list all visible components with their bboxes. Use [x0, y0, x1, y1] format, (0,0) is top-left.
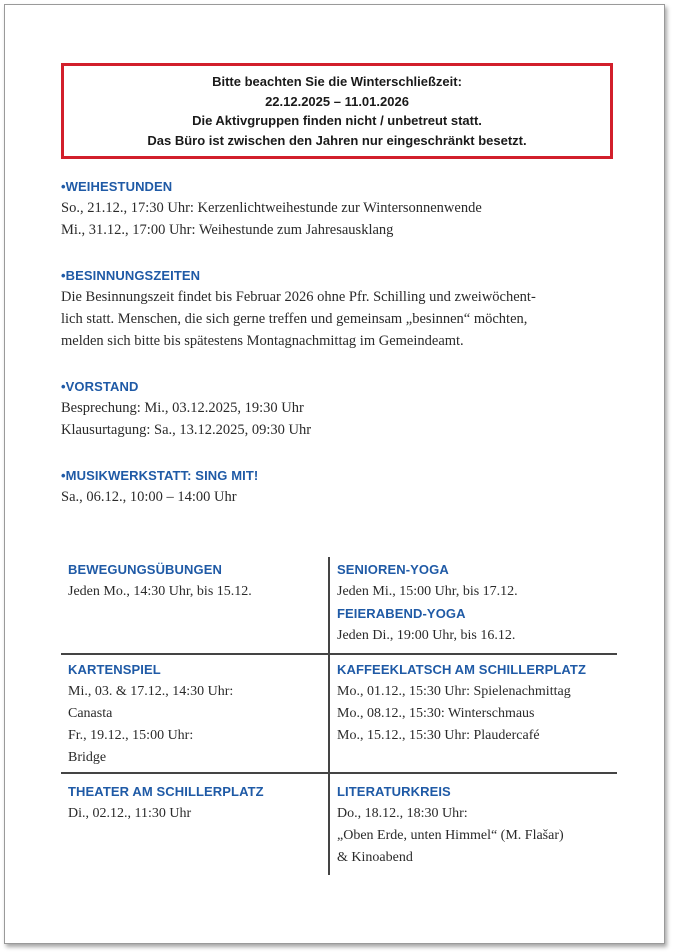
cell-heading: SENIOREN-YOGA: [337, 562, 449, 577]
section-heading: •BESINNUNGSZEITEN: [61, 268, 201, 283]
event-line: So., 21.12., 17:30 Uhr: Kerzenlichtweihestunde zur Wintersonnenwende: [61, 200, 482, 216]
cell-kaffeeklatsch: [337, 659, 586, 747]
cell-line: Jeden Mo., 14:30 Uhr, bis 15.12.: [68, 584, 252, 599]
cell-yoga: [337, 559, 518, 647]
section-heading: •MUSIKWERKSTATT: SING MIT!: [61, 468, 259, 483]
section-heading: •WEIHESTUNDEN: [61, 179, 173, 194]
grid-divider-vertical: [328, 557, 330, 875]
cell-heading: BEWEGUNGSÜBUNGEN: [68, 562, 222, 577]
document-page: [4, 4, 665, 944]
cell-heading: THEATER AM SCHILLERPLATZ: [68, 784, 264, 799]
cell-line: Mo., 01.12., 15:30 Uhr: Spielenachmittag: [337, 684, 571, 699]
notice-line: 22.12.2025 – 11.01.2026: [265, 93, 409, 109]
event-line: Besprechung: Mi., 03.12.2025, 19:30 Uhr: [61, 400, 304, 416]
paragraph-line: lich statt. Menschen, die sich gerne treffen und gemeinsam „besinnen“ möchten,: [61, 311, 528, 327]
cell-line: Mo., 15.12., 15:30 Uhr: Plaudercafé: [337, 728, 540, 743]
cell-literaturkreis: [337, 781, 564, 869]
cell-heading: KARTENSPIEL: [68, 662, 161, 677]
winter-closure-notice: [61, 63, 613, 159]
grid-divider-horizontal: [61, 653, 617, 655]
paragraph-line: melden sich bitte bis spätestens Montagnachmittag im Gemeindeamt.: [61, 333, 464, 349]
activities-grid: [61, 557, 617, 875]
section-musikwerkstatt: [61, 466, 621, 508]
cell-line: Mi., 03. & 17.12., 14:30 Uhr:: [68, 684, 234, 699]
section-vorstand: [61, 377, 621, 441]
cell-line: Jeden Mi., 15:00 Uhr, bis 17.12.: [337, 584, 518, 599]
paragraph-line: Die Besinnungszeit findet bis Februar 2026 ohne Pfr. Schilling und zweiwöchent-: [61, 289, 536, 305]
cell-line: Bridge: [68, 750, 107, 765]
cell-line: Mo., 08.12., 15:30: Winterschmaus: [337, 706, 535, 721]
cell-line: Di., 02.12., 11:30 Uhr: [68, 806, 192, 821]
cell-heading: FEIERABEND-YOGA: [337, 606, 466, 621]
cell-heading: LITERATURKREIS: [337, 784, 451, 799]
notice-line: Bitte beachten Sie die Winterschließzeit:: [212, 74, 462, 89]
event-line: Sa., 06.12., 10:00 – 14:00 Uhr: [61, 489, 237, 505]
cell-bewegungsuebungen: [68, 559, 252, 603]
cell-line: Do., 18.12., 18:30 Uhr:: [337, 806, 468, 821]
grid-divider-horizontal: [61, 772, 617, 774]
cell-line: Canasta: [68, 706, 113, 721]
event-line: Mi., 31.12., 17:00 Uhr: Weihestunde zum Jahresausklang: [61, 222, 394, 238]
event-line: Klausurtagung: Sa., 13.12.2025, 09:30 Uhr: [61, 422, 312, 438]
section-besinnungszeiten: [61, 266, 621, 352]
cell-kartenspiel: [68, 659, 233, 769]
section-heading: •VORSTAND: [61, 379, 139, 394]
cell-heading: KAFFEEKLATSCH AM SCHILLERPLATZ: [337, 662, 587, 677]
cell-line: „Oben Erde, unten Himmel“ (M. Flašar): [337, 828, 564, 843]
cell-line: Fr., 19.12., 15:00 Uhr:: [68, 728, 194, 743]
notice-line: Die Aktivgruppen finden nicht / unbetreut statt.: [192, 113, 482, 128]
cell-theater: [68, 781, 264, 825]
cell-line: Jeden Di., 19:00 Uhr, bis 16.12.: [337, 628, 516, 643]
cell-line: & Kinoabend: [337, 850, 413, 865]
section-weihestunden: [61, 177, 621, 241]
notice-line: Das Büro ist zwischen den Jahren nur eingeschränkt besetzt.: [147, 132, 527, 148]
